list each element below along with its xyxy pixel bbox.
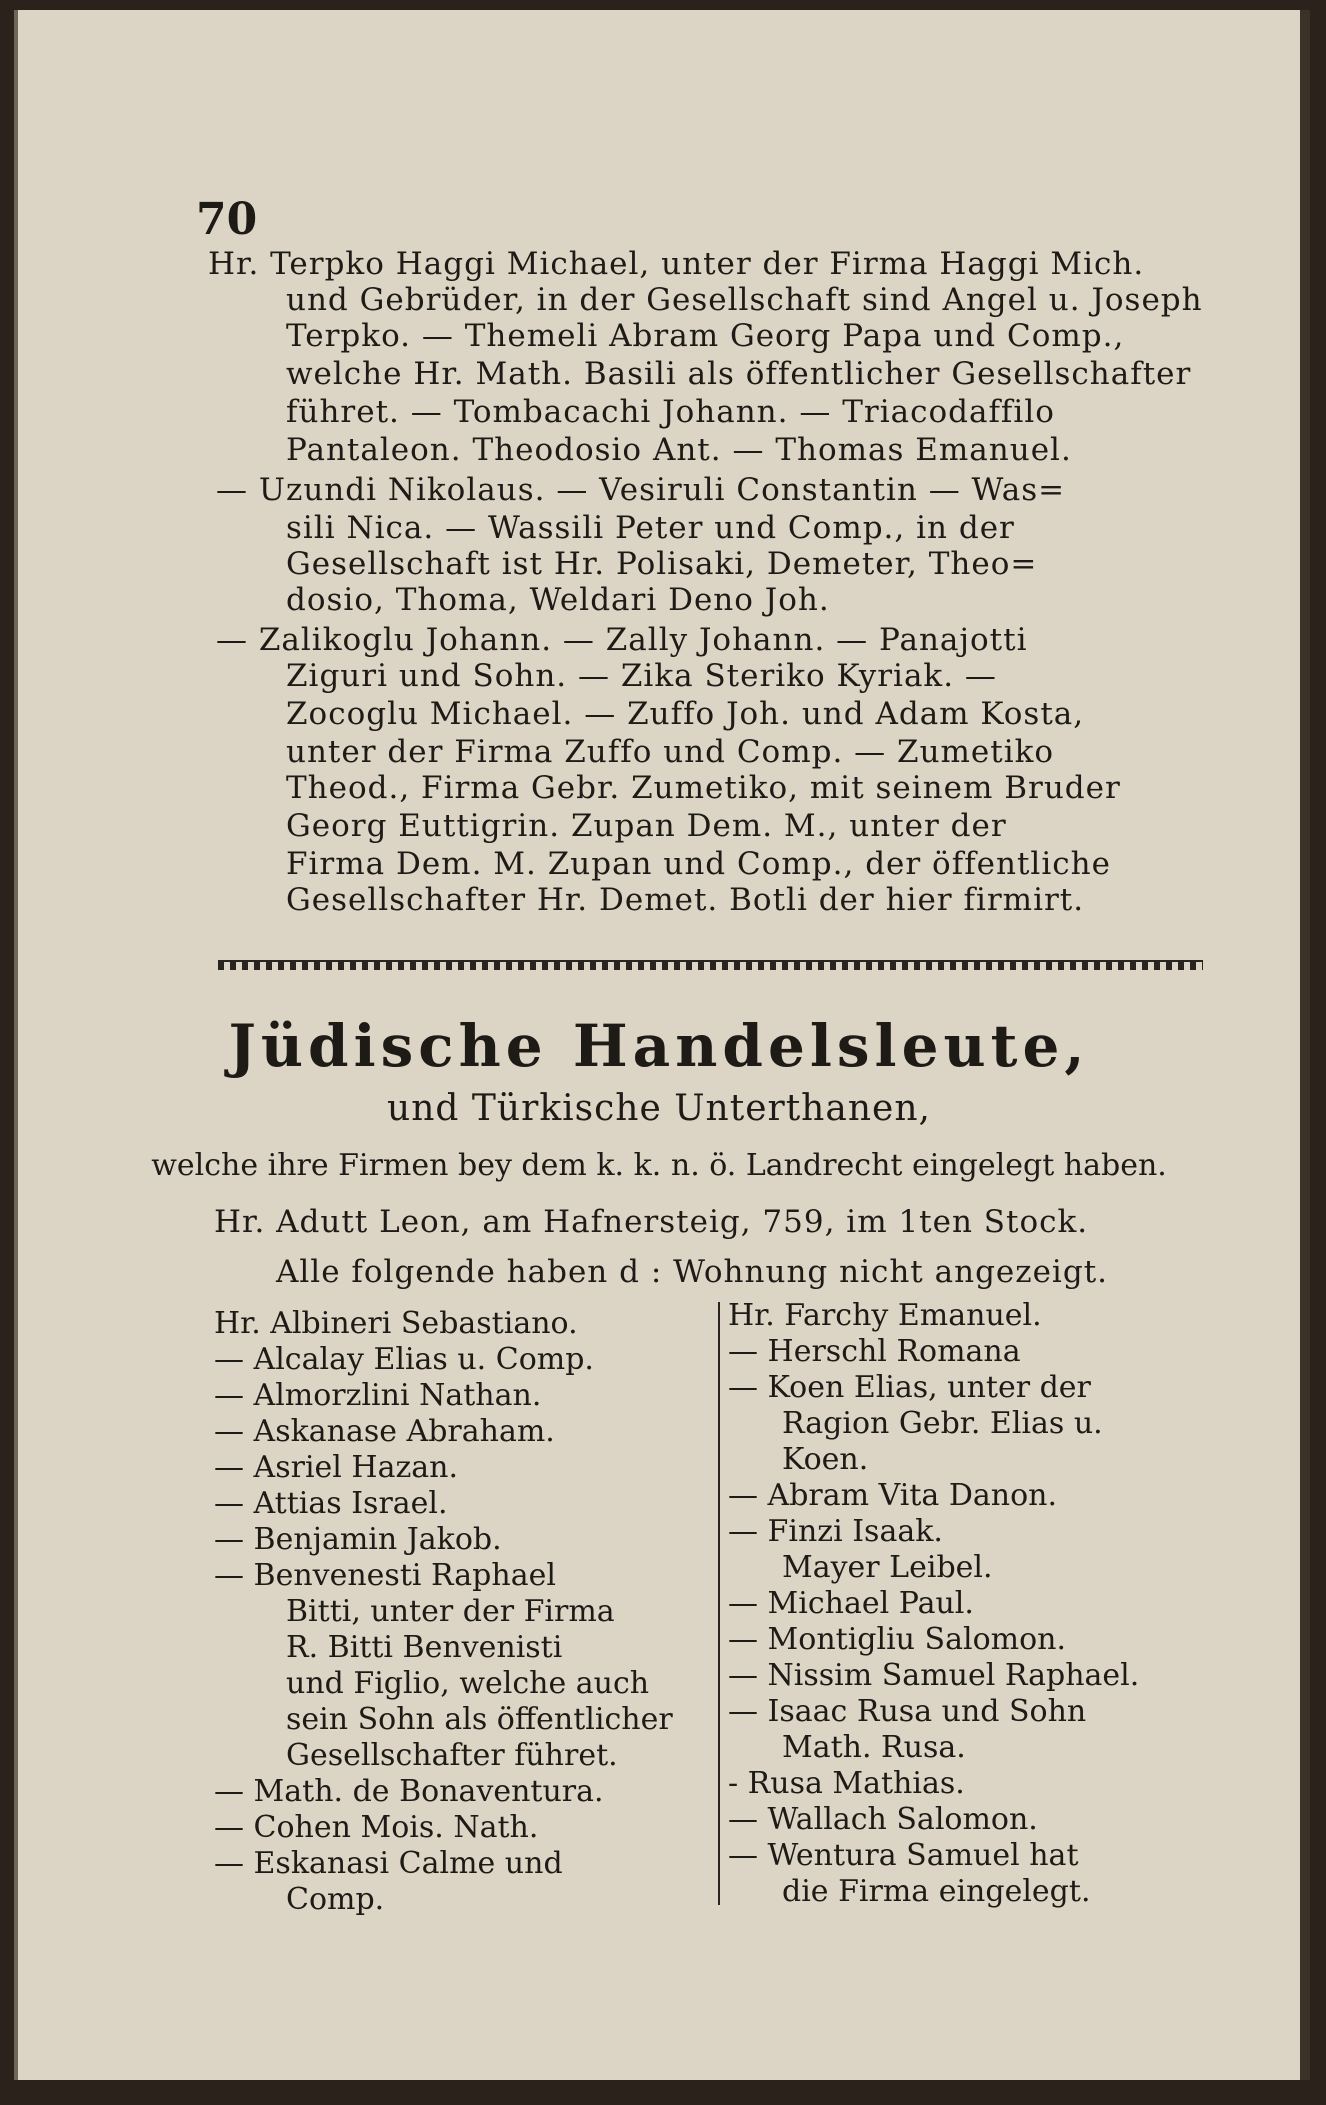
list-item: und Figlio, welche auch: [286, 1666, 650, 1701]
entry-line: Gesellschaft ist Hr. Polisaki, Demeter, Theo=: [286, 546, 1038, 582]
entry-line: welche Hr. Math. Basili als öffentlicher Gesellschafter: [286, 356, 1192, 392]
entry-line: führet. — Tombacachi Johann. — Triacodaffilo: [286, 394, 1055, 430]
list-item: — Nissim Samuel Raphael.: [728, 1658, 1140, 1693]
entry-line: Theod., Firma Gebr. Zumetiko, mit seinem Bruder: [286, 770, 1121, 806]
list-item: — Wallach Salomon.: [728, 1802, 1038, 1837]
list-item: Koen.: [782, 1442, 869, 1477]
list-item: — Benvenesti Raphael: [214, 1558, 556, 1593]
list-item: — Finzi Isaak.: [728, 1514, 943, 1549]
list-item: — Alcalay Elias u. Comp.: [214, 1342, 594, 1377]
list-item: — Montigliu Salomon.: [728, 1622, 1066, 1657]
entry-line: Firma Dem. M. Zupan und Comp., der öffentliche: [286, 846, 1111, 882]
list-item: — Koen Elias, unter der: [728, 1370, 1091, 1405]
list-item: — Isaac Rusa und Sohn: [728, 1694, 1087, 1729]
entry-line: Terpko. — Themeli Abram Georg Papa und Comp.,: [286, 318, 1125, 354]
entry-line: Georg Euttigrin. Zupan Dem. M., unter der: [286, 808, 1007, 844]
list-item: sein Sohn als öffentlicher: [286, 1702, 673, 1737]
list-item: — Math. de Bonaventura.: [214, 1774, 604, 1809]
list-item: Ragion Gebr. Elias u.: [782, 1406, 1103, 1441]
list-item: — Eskanasi Calme und: [214, 1846, 563, 1881]
list-item: Comp.: [286, 1882, 385, 1917]
list-item: Hr. Farchy Emanuel.: [728, 1298, 1042, 1333]
list-item: R. Bitti Benvenisti: [286, 1630, 563, 1665]
column-divider: [718, 1302, 720, 1905]
list-item: Bitti, unter der Firma: [286, 1594, 615, 1629]
list-item: — Attias Israel.: [214, 1486, 448, 1521]
ornamental-rule: [218, 960, 1203, 970]
entry-line: Gesellschafter Hr. Demet. Botli der hier firmirt.: [286, 882, 1085, 918]
list-item: — Cohen Mois. Nath.: [214, 1810, 539, 1845]
list-item: — Almorzlini Nathan.: [214, 1378, 542, 1413]
entry-line: — Zalikoglu Johann. — Zally Johann. — Panajotti: [216, 622, 1028, 658]
entry-line: Zocoglu Michael. — Zuffo Joh. und Adam Kosta,: [286, 696, 1085, 732]
list-item: Math. Rusa.: [782, 1730, 966, 1765]
list-item: — Abram Vita Danon.: [728, 1478, 1058, 1513]
first-entry: Hr. Adutt Leon, am Hafnersteig, 759, im 1ten Stock.: [214, 1204, 1089, 1240]
entry-line: und Gebrüder, in der Gesellschaft sind Angel u. Joseph: [286, 282, 1203, 318]
entry-line: Pantaleon. Theodosio Ant. — Thomas Emanuel.: [286, 432, 1072, 468]
entry-line: unter der Firma Zuffo und Comp. — Zumetiko: [286, 734, 1055, 770]
list-item: — Benjamin Jakob.: [214, 1522, 502, 1557]
page-number: 70: [196, 194, 258, 245]
list-item: — Michael Paul.: [728, 1586, 974, 1621]
list-item: Gesellschafter führet.: [286, 1738, 618, 1773]
list-item: — Askanase Abraham.: [214, 1414, 555, 1449]
list-item: Mayer Leibel.: [782, 1550, 993, 1585]
book-page: [14, 10, 1310, 2080]
entry-line: Ziguri und Sohn. — Zika Steriko Kyriak. —: [286, 658, 997, 694]
list-item: — Wentura Samuel hat: [728, 1838, 1079, 1873]
intro-line: Alle folgende haben d : Wohnung nicht angezeigt.: [276, 1254, 1109, 1290]
list-item: die Firma eingelegt.: [782, 1874, 1091, 1909]
entry-line: — Uzundi Nikolaus. — Vesiruli Constantin — Was=: [216, 472, 1066, 508]
entry-line: Hr. Terpko Haggi Michael, unter der Firma Haggi Mich.: [208, 246, 1145, 282]
entry-line: dosio, Thoma, Weldari Deno Joh.: [286, 582, 830, 618]
list-item: — Herschl Romana: [728, 1334, 1021, 1369]
entry-line: sili Nica. — Wassili Peter und Comp., in der: [286, 510, 1015, 546]
list-item: - Rusa Mathias.: [728, 1766, 965, 1801]
section-title: Jüdische Handelsleute,: [228, 1012, 1090, 1080]
list-item: — Asriel Hazan.: [214, 1450, 459, 1485]
list-item: Hr. Albineri Sebastiano.: [214, 1306, 578, 1341]
section-subtitle: und Türkische Unterthanen,: [387, 1088, 931, 1129]
section-note: welche ihre Firmen bey dem k. k. n. ö. Landrecht eingelegt haben.: [151, 1148, 1167, 1183]
